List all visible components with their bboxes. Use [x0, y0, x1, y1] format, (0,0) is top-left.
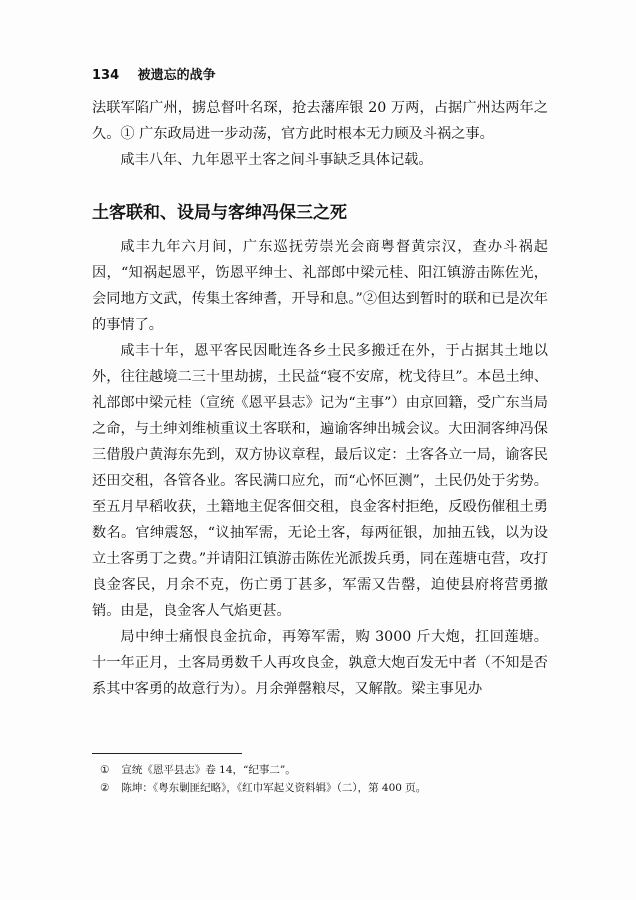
footnote-divider — [92, 753, 242, 754]
footnote-mark: ① — [100, 764, 110, 776]
running-head — [92, 64, 216, 83]
footnote-text: 宣统《恩平县志》卷 14，“纪事二”。 — [121, 764, 296, 776]
page-number: 134 — [92, 68, 120, 83]
paragraph: 咸丰十年，恩平客民因毗连各乡土民多搬迁在外，于占据其土地以外，往往越境二三十里劫掳，土民益“寝不安席，枕戈待旦”。本邑土绅、礼部郎中梁元桂（宣统《恩平县志》记为“主事”）由京回籍，受广东当局之命，与土绅刘维桢重议土客联和，遍谕客绅出城会议。大田洞客绅冯保三借殷户黄海东先到，双方协议章程，最后议定：土客各立一局，谕客民还田交租，各管各业。客民满口应允，而“心怀叵测”，土民仍处于劣势。至五月早稻收获，土籍地主促客佃交租，良金客村拒绝，反殴伤催租土勇数名。官绅震怒，“议抽军需，无论土客，每两征银，加抽五钱，以为设立土客勇丁之费。”并请阳江镇游击陈佐光派拨兵勇，同在莲塘屯营，攻打良金客民，月余不克，伤亡勇丁甚多，军需又告罄，迫使县府将营勇撤销。由是，良金客人气焰更甚。 — [92, 343, 548, 619]
paragraph: 局中绅士痛恨良金抗命，再筹军需，购 3000 斤大炮，扛回莲塘。十一年正月，土客局勇数千人再攻良金，孰意大炮百发无中者（不知是否系其中客勇的故意行为）。月余弹罄粮尽，又解散。梁主事见办 — [92, 629, 548, 697]
book-title: 被遗忘的战争 — [137, 68, 216, 83]
paragraph-continued: 法联军陷广州，掳总督叶名琛，抢去藩库银 20 万两，占据广州达两年之久。① 广东政局进一步动荡，官方此时根本无力顾及斗祸之事。 — [92, 100, 548, 142]
footnote — [92, 779, 548, 797]
top-text-block — [92, 95, 548, 173]
footnote — [92, 761, 548, 779]
section-heading: 土客联和、设局与客绅冯保三之死 — [92, 203, 347, 223]
footnotes — [92, 761, 548, 797]
footnote-text: 陈坤：《粤东剿匪纪略》，《红巾军起义资料辑》（二），第 400 页。 — [121, 782, 427, 794]
footnote-mark: ② — [100, 782, 110, 794]
section-text-block — [92, 234, 548, 702]
paragraph: 咸丰九年六月间，广东巡抚劳崇光会商粤督黄宗汉，查办斗祸起因，“知祸起恩平，饬恩平绅士、礼部郎中梁元桂、阳江镇游击陈佐光，会同地方文武，传集土客绅耆，开导和息。”②但达到暂时的联和已是次年的事情了。 — [92, 239, 548, 333]
paragraph: 咸丰八年、九年恩平土客之间斗事缺乏具体记载。 — [120, 152, 433, 168]
